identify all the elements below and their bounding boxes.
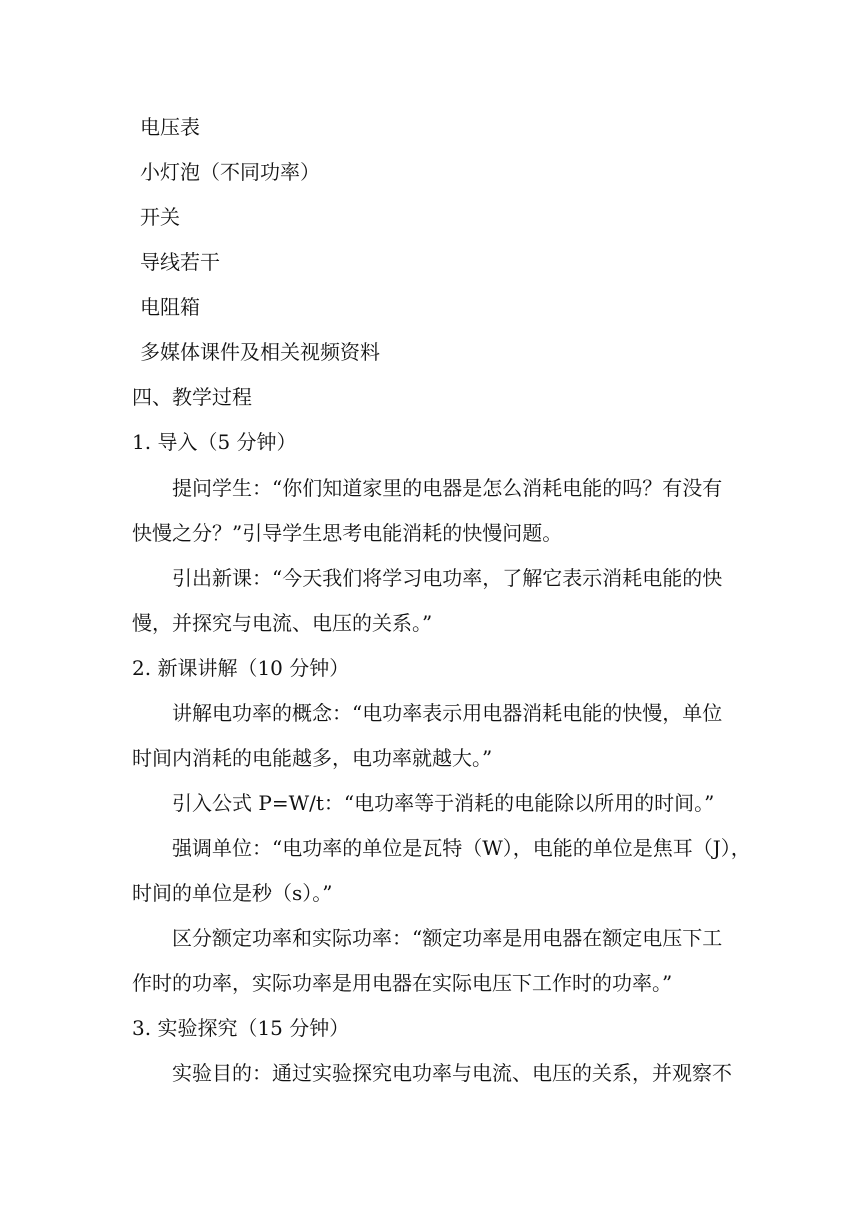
- paragraph-line: 引入公式 P=W/t：“电功率等于消耗的电能除以所用的时间。”: [172, 791, 715, 815]
- material-item: 多媒体课件及相关视频资料: [140, 340, 380, 364]
- material-item: 电阻箱: [140, 295, 200, 319]
- paragraph-line: 慢，并探究与电流、电压的关系。”: [132, 611, 433, 635]
- paragraph-line: 区分额定功率和实际功率：“额定功率是用电器在额定电压下工: [172, 926, 723, 950]
- material-item: 开关: [140, 205, 180, 229]
- paragraph-line: 作时的功率，实际功率是用电器在实际电压下工作时的功率。”: [132, 971, 673, 995]
- section-title: 四、教学过程: [132, 385, 252, 409]
- step-heading-lecture: 2. 新课讲解（10 分钟）: [132, 656, 350, 680]
- paragraph-line: 提问学生：“你们知道家里的电器是怎么消耗电能的吗？有没有: [172, 476, 723, 500]
- paragraph-line: 快慢之分？”引导学生思考电能消耗的快慢问题。: [132, 521, 563, 545]
- step-heading-intro: 1. 导入（5 分钟）: [132, 430, 297, 454]
- material-item: 导线若干: [140, 250, 220, 274]
- paragraph-line: 时间的单位是秒（s）。”: [132, 881, 333, 905]
- paragraph-line: 强调单位：“电功率的单位是瓦特（W），电能的单位是焦耳（J），: [172, 836, 751, 860]
- paragraph-line: 时间内消耗的电能越多，电功率就越大。”: [132, 746, 493, 770]
- paragraph-line: 讲解电功率的概念：“电功率表示用电器消耗电能的快慢，单位: [172, 701, 723, 725]
- paragraph-line: 实验目的：通过实验探究电功率与电流、电压的关系，并观察不: [172, 1061, 732, 1085]
- material-item: 电压表: [140, 115, 200, 139]
- material-item: 小灯泡（不同功率）: [140, 160, 320, 184]
- paragraph-line: 引出新课：“今天我们将学习电功率，了解它表示消耗电能的快: [172, 566, 723, 590]
- step-heading-experiment: 3. 实验探究（15 分钟）: [132, 1016, 350, 1040]
